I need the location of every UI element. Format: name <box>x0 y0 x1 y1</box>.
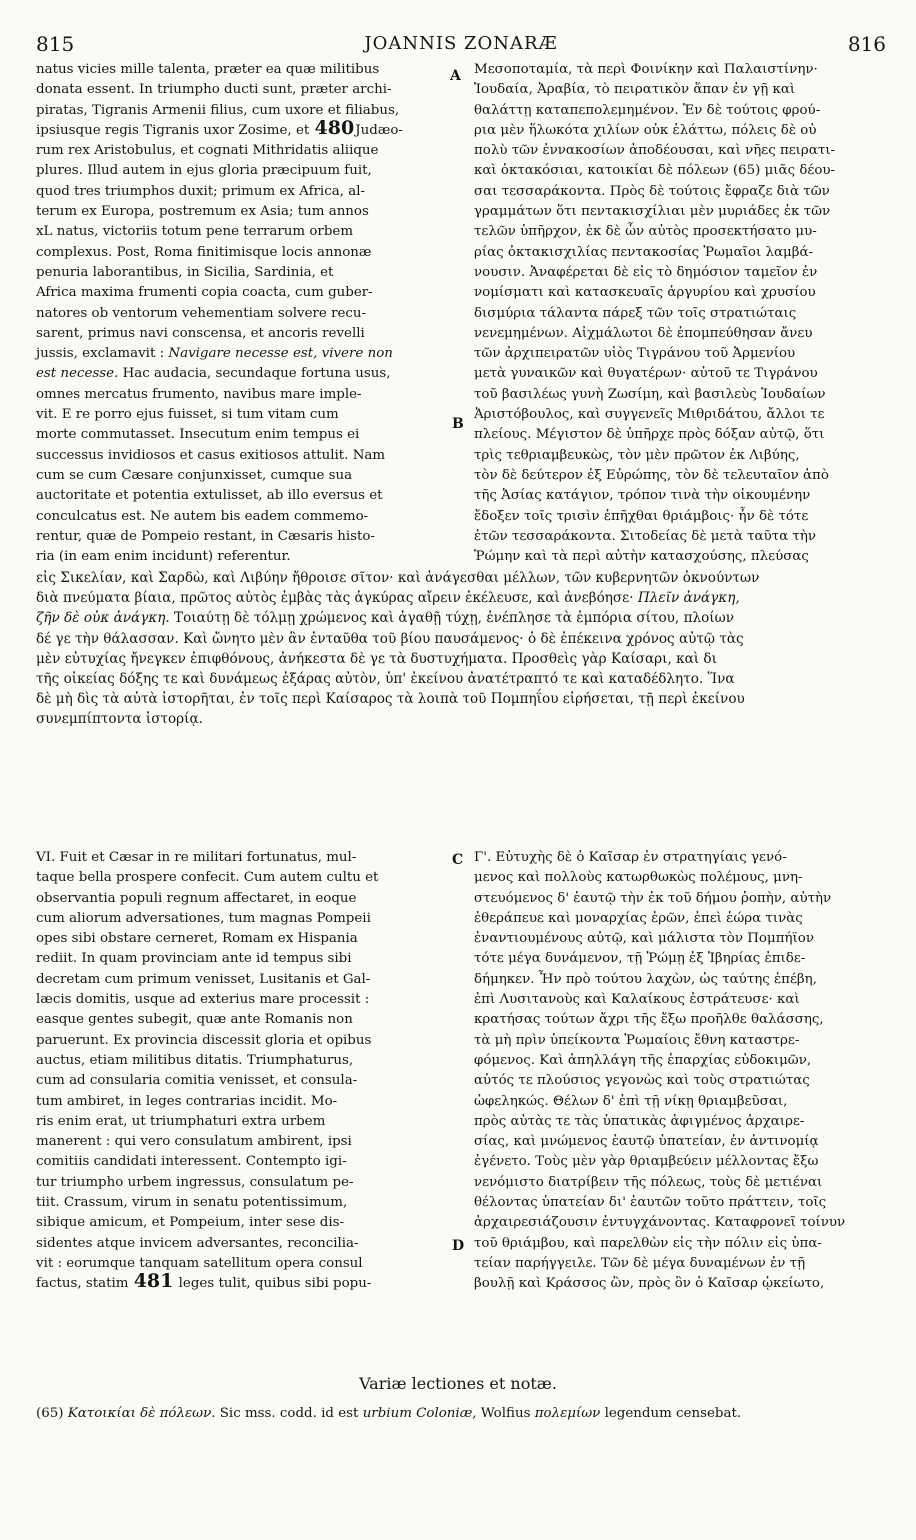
text-line: τὸν δὲ δεύτερον ἐξ Εὐρώπης, τὸν δὲ τελευταῖον ἀπὸ <box>474 467 829 483</box>
text-line: τῶν ἀρχιπειρατῶν υἱὸς Τιγράνου τοῦ Ἀρμενίου <box>474 346 796 362</box>
text-line: δήμηκεν. Ἦν πρὸ τούτου λαχὼν, ὡς ταύτης ἐπέβη, <box>474 971 817 987</box>
text-line: sidentes atque invicem adversantes, reconcilia- <box>36 1235 359 1251</box>
footnote-greek: πολεμίων <box>534 1406 601 1421</box>
text-line: tur triumpho urbem ingressus, consulatum pe- <box>36 1174 354 1190</box>
text-line: τοῦ βασιλέως γυνὴ Ζωσίμη, καὶ βασιλεὺς Ἰουδαίων <box>474 386 826 402</box>
text-line: natus vicies mille talenta, præter ea quæ militibus <box>36 62 380 77</box>
text-span: leges tulit, quibus sibi popu- <box>178 1276 372 1292</box>
footnote-text: Wolfius <box>480 1406 531 1421</box>
text-line: Γ'. Εὐτυχὴς δὲ ὁ Καῖσαρ ἐν στρατηγίαις γενό- <box>474 850 787 865</box>
text-line: εἰς Σικελίαν, καὶ Σαρδὼ, καὶ Λιβύην ἤθροισε σῖτον· καὶ ἀνάγεσθαι μέλλων, τῶν κυβερνητῶν ὀκνούντων <box>36 570 760 586</box>
text-span: Hac audacia, secundaque fortuna usus, <box>122 366 391 382</box>
text-line: μὲν εὐτυχίας ἤνεγκεν ἐπιφθόνους, ἀνήκεστα δὲ γε τὰ δυστυχήματα. Προσθεὶς γὰρ Καίσαρι, καὶ δι <box>36 650 717 667</box>
greek-full-width-block <box>36 568 886 730</box>
text-line: νομίσματι καὶ κατασκευαῖς ἀργυρίου καὶ χρυσίου <box>474 285 816 301</box>
text-line: rediit. In quam provinciam ante id tempus sibi <box>36 951 352 967</box>
greek-column-2 <box>474 848 886 1295</box>
text-line: plures. Illud autem in ejus gloria præcipuum fuit, <box>36 163 372 179</box>
text-line: Ἰουδαία, Ἀραβία, τὸ πειρατικὸν ἅπαν ἐν γῇ καὶ <box>474 82 796 98</box>
text-line: omnes mercatus frumento, navibus mare imple- <box>36 386 362 402</box>
text-line: μετὰ γυναικῶν καὶ θυγατέρων· αὐτοῦ τε Τιγράνου <box>474 366 818 382</box>
text-line: ἐπὶ Λυσιτανοὺς καὶ Καλαίκους ἐστράτευσε· καὶ <box>474 992 800 1008</box>
text-line: ἔδοξεν τοῖς τρισὶν ἐπῆχθαι θριάμβοις· ἦν δὲ τότε <box>474 508 809 524</box>
text-line: σαι τεσσαράκοντα. Πρὸς δὲ τούτοις ἔφραζε διὰ τῶν <box>474 183 830 199</box>
text-line: δὲ μὴ δὶς τὰ αὐτὰ ἱστορῆται, ἐν τοῖς περὶ Καίσαρος τὰ λοιπὰ τοῦ Πομπηΐου εἰρήσεται, τῇ περὶ ἐκείνου <box>36 691 745 708</box>
text-line: complexus. Post, Roma finitimisque locis annonæ <box>36 244 372 260</box>
footnote-text: Sic mss. codd. id est <box>219 1406 359 1421</box>
text-line: ρια μὲν ἥλωκότα χιλίων οὐκ ἐλάττω, πόλεις δὲ οὐ <box>474 122 817 138</box>
footnote-number: (65) <box>36 1406 64 1421</box>
text-line: ris enim erat, ut triumphaturi extra urbem <box>36 1113 326 1129</box>
text-line: auctoritate et potentia extulisset, ab illo eversus et <box>36 488 383 504</box>
page-number-left: 815 <box>36 32 75 56</box>
text-line: βουλῇ καὶ Κράσσος ὢν, πρὸς ὃν ὁ Καῖσαρ ᾠκείωτο, <box>474 1276 825 1292</box>
text-line: πολὺ τῶν ἐννακοσίων ἀποδέουσαι, καὶ νῆες πειρατι- <box>474 143 836 159</box>
text-line: στευόμενος δ' ἑαυτῷ τὴν ἐκ τοῦ δήμου ῥοπὴν, αὐτὴν <box>474 890 832 906</box>
text-line: conculcatus est. Ne autem bis eadem commemo- <box>36 508 369 524</box>
page-header <box>36 32 886 60</box>
text-line: νενόμιστο διατρίβειν τῆς πόλεως, τοὺς δὲ μετιέναι <box>474 1174 823 1190</box>
text-line: rentur, quæ de Pompeio restant, in Cæsaris histo- <box>36 528 376 544</box>
text-line: ρίας ὀκτακισχιλίας πεντακοσίας Ῥωμαῖοι λαμβά- <box>474 244 814 260</box>
text-line: τότε μέγα δυνάμενον, τῇ Ῥώμῃ ἐξ Ἰβηρίας ἐπιδε- <box>474 951 806 967</box>
text-line <box>36 1270 446 1294</box>
text-line: ἀρχαιρεσιάζουσιν ἐντυγχάνοντας. Καταφρονεῖ τοίνυν <box>474 1215 846 1231</box>
text-line <box>36 588 886 608</box>
text-line: φόμενος. Καὶ ἀπηλλάγη τῆς ἐπαρχίας εὐδοκιμῶν, <box>474 1052 812 1068</box>
quote-italic: Navigare necesse est, vivere non <box>168 346 393 362</box>
text-line: αὐτός τε πλούσιος γεγονὼς καὶ τοὺς στρατιώτας <box>474 1073 810 1089</box>
text-line: νενεμημένων. Αἰχμάλωτοι δὲ ἐπομπεύθησαν ἄνευ <box>474 325 813 341</box>
text-line: comitiis candidati interessent. Contempto igi- <box>36 1154 347 1170</box>
text-line: cum ad consularia comitia venisset, et consula- <box>36 1073 358 1089</box>
text-line: Africa maxima frumenti copia coacta, cum guber- <box>36 285 373 301</box>
text-line: μενος καὶ πολλοὺς κατωρθωκὼς πολέμους, μνη- <box>474 870 803 886</box>
text-line: τρὶς τεθριαμβευκὼς, τὸν μὲν πρῶτον ἐκ Λιβύης, <box>474 447 800 463</box>
margin-marker-b: B <box>452 416 464 432</box>
text-line: vit. E re porro ejus fuisset, si tum vitam cum <box>36 407 339 423</box>
text-line: rum rex Aristobulus, et cognati Mithridatis aliique <box>36 143 379 159</box>
text-line: θέλοντας ὑπατείαν δι' ἑαυτῶν τοῦτο πράττειν, τοῖς <box>474 1195 827 1211</box>
text-line: ἐτῶν τεσσαράκοντα. Σιτοδείας δὲ μετὰ ταῦτα τὴν <box>474 528 816 544</box>
inline-page-number: 481 <box>133 1270 174 1293</box>
text-line: καὶ ὀκτακόσιαι, κατοικίαι δὲ πόλεων (65) μιᾶς δέου- <box>474 163 836 179</box>
text-span: factus, statim <box>36 1276 129 1292</box>
quote-italic: est necesse. <box>36 366 119 382</box>
text-line: ἐθεράπευε καὶ μοναρχίας ἐρῶν, ἐπεὶ ἑώρα τινὰς <box>474 910 803 926</box>
text-line: sarent, primus navi conscensa, et ancoris revelli <box>36 325 365 341</box>
text-line: ὠφεληκώς. Θέλων δ' ἐπὶ τῇ νίκῃ θριαμβεῦσαι, <box>474 1093 788 1109</box>
text-span: διὰ πνεύματα βίαια, πρῶτος αὐτὸς ἐμβὰς τὰς ἀγκύρας αἴρειν ἐκέλευσε, καὶ ἀνεβόησε· <box>36 590 634 607</box>
latin-column-2 <box>36 848 446 1295</box>
text-line: terum ex Europa, postremum ex Asia; tum annos <box>36 204 369 220</box>
text-line: τοῦ θριάμβου, καὶ παρελθὼν εἰς τὴν πόλιν εἰς ὑπα- <box>474 1235 822 1251</box>
text-line: auctus, etiam militibus ditatis. Triumphaturus, <box>36 1052 354 1068</box>
text-span: Τοιαύτῃ δὲ τόλμῃ χρώμενος καὶ ἀγαθῇ τύχῃ, ἐνέπλησε τὰ ἐμπόρια σίτου, πλοίων <box>174 610 734 627</box>
text-line: νουσιν. Ἀναφέρεται δὲ εἰς τὸ δημόσιον ταμεῖον ἐν <box>474 264 818 280</box>
text-line <box>36 116 446 141</box>
text-line: paruerunt. Ex provincia discessit gloria et opibus <box>36 1032 372 1048</box>
text-line: cum se cum Cæsare conjunxisset, cumque sua <box>36 467 353 483</box>
text-line: δέ γε τὴν θάλασσαν. Καὶ ὤνητο μὲν ἂν ἐνταῦθα τοῦ βίου παυσάμενος· ὁ δὲ ἐπέκεινα χρόνος αὐτῷ τὰς <box>36 630 744 647</box>
text-line: xL natus, victoriis totum pene terrarum orbem <box>36 224 354 240</box>
text-line: πλείους. Μέγιστον δὲ ὑπῆρχε πρὸς δόξαν αὐτῷ, ὅτι <box>474 427 825 443</box>
margin-marker-c: C <box>452 852 464 868</box>
text-line: observantia populi regnum affectaret, in eoque <box>36 890 357 906</box>
quote-italic: Πλεῖν ἀνάγκη, <box>637 590 740 607</box>
text-line: πρὸς αὐτὰς τε τὰς ὑπατικὰς ἀφιγμένος ἀρχαιρε- <box>474 1113 805 1129</box>
footnote-greek: Κατοικίαι δὲ πόλεων. <box>67 1406 216 1421</box>
text-line: σίας, καὶ μνώμενος ἑαυτῷ ὑπατείαν, ἐν ἀντινομίᾳ <box>474 1134 819 1150</box>
footnote-italic: urbium Coloniæ, <box>362 1406 477 1421</box>
text-line: taque bella prospere confecit. Cum autem cultu et <box>36 870 379 886</box>
running-title: JOANNIS ZONARÆ <box>364 33 558 54</box>
greek-column-1 <box>474 60 886 567</box>
text-line: VI. Fuit et Cæsar in re militari fortunatus, mul- <box>36 850 357 865</box>
text-line: Μεσοποταμία, τὰ περὶ Φοινίκην καὶ Παλαιστίνην· <box>474 62 818 77</box>
text-line: piratas, Tigranis Armenii filius, cum uxore et filiabus, <box>36 102 400 118</box>
margin-marker-a: A <box>450 68 461 84</box>
text-line: morte commutasset. Insecutum enim tempus ei <box>36 427 360 443</box>
text-line: Ῥώμην καὶ τὰ περὶ αὐτὴν κατασχούσης, πλεύσας <box>474 549 809 565</box>
text-line: τῆς Ἀσίας κατάγιον, τρόπον τινὰ τὴν οἰκουμένην <box>474 488 811 504</box>
text-span: ipsiusque regis Tigranis uxor Zosime, et <box>36 122 310 138</box>
text-line: συνεμπίπτοντα ἱστορίᾳ. <box>36 711 204 728</box>
text-line: penuria laborantibus, in Sicilia, Sardinia, et <box>36 264 334 280</box>
text-line: decretam cum primum venisset, Lusitanis et Gal- <box>36 971 371 987</box>
text-line: opes sibi obstare cerneret, Romam ex Hispania <box>36 931 358 947</box>
text-line: successus invidiosos et casus exitiosos attulit. Nam <box>36 447 386 463</box>
text-line: ria (in eam enim incidunt) referentur. <box>36 549 291 565</box>
text-line: tum ambiret, in leges contrarias incidit. Mo- <box>36 1093 338 1109</box>
text-line: læcis domitis, usque ad exterius mare processit : <box>36 992 370 1008</box>
inline-page-number: 480 <box>314 116 355 139</box>
text-line: vit : eorumque tanquam satellitum opera consul <box>36 1255 363 1271</box>
text-line: τελῶν ὑπῆρχον, ἐκ δὲ ὧν αὐτὸς προσεκτήσατο μυ- <box>474 224 817 240</box>
text-line: τῆς οἰκείας δόξης τε καὶ δυνάμεως ἐξάρας αὐτὸν, ὑπ' ἐκείνου ἀνατέτραπτό τε καὶ καταδέδλητο. Ἵνα <box>36 671 735 688</box>
text-line: donata essent. In triumpho ducti sunt, præter archi- <box>36 82 392 98</box>
notes-heading: Variæ lectiones et notæ. <box>359 1374 557 1393</box>
quote-italic: ζῆν δὲ οὐκ ἀνάγκη. <box>36 610 170 627</box>
text-line: ἐγένετο. Τοὺς μὲν γὰρ θριαμβεύειν μέλλοντας ἔξω <box>474 1154 819 1170</box>
text-line: τὰ μὴ πρὶν ὑπείκοντα Ῥωμαίοις ἔθνη καταστρε- <box>474 1032 800 1048</box>
latin-column-1 <box>36 60 446 567</box>
text-line: quod tres triumphos duxit; primum ex Africa, al- <box>36 183 365 199</box>
text-line: cum aliorum adversationes, tum magnas Pompeii <box>36 910 371 926</box>
text-line <box>36 364 446 384</box>
text-span: jussis, exclamavit : <box>36 346 165 362</box>
text-line: δισμύρια τάλαντα πάρεξ τῶν τοῖς στρατιώταις <box>474 305 797 321</box>
text-line: κρατήσας τούτων ἄχρι τῆς ἔξω προῆλθε θαλάσσης, <box>474 1012 824 1028</box>
text-line <box>36 344 446 364</box>
footnote <box>36 1404 886 1423</box>
text-line: Ἀριστόβουλος, καὶ συγγενεῖς Μιθριδάτου, ἄλλοι τε <box>474 407 825 423</box>
margin-marker-d: D <box>452 1238 465 1254</box>
text-line: sibique amicum, et Pompeium, inter sese dis- <box>36 1215 345 1231</box>
text-line: natores ob ventorum vehementiam solvere recu- <box>36 305 367 321</box>
text-line: manerent : qui vero consulatum ambirent, ipsi <box>36 1134 352 1150</box>
text-span: Judæo- <box>355 122 403 138</box>
footnote-text: legendum censebat. <box>604 1406 742 1421</box>
text-line: θαλάττῃ καταπεπολεμημένον. Ἐν δὲ τούτοις φρού- <box>474 102 821 118</box>
page-number-right: 816 <box>847 32 886 56</box>
text-line: tiit. Crassum, virum in senatu potentissimum, <box>36 1195 348 1211</box>
text-line <box>36 608 886 628</box>
text-line: easque gentes subegit, quæ ante Romanis non <box>36 1012 353 1028</box>
text-line: τείαν παρήγγειλε. Τῶν δὲ μέγα δυναμένων ἐν τῇ <box>474 1255 806 1271</box>
text-line: γραμμάτων ὅτι πεντακισχίλιαι μὲν μυριάδες ἐκ τῶν <box>474 204 831 220</box>
text-line: ἐναντιουμένους αὐτῷ, καὶ μάλιστα τὸν Πομπήϊον <box>474 931 814 947</box>
